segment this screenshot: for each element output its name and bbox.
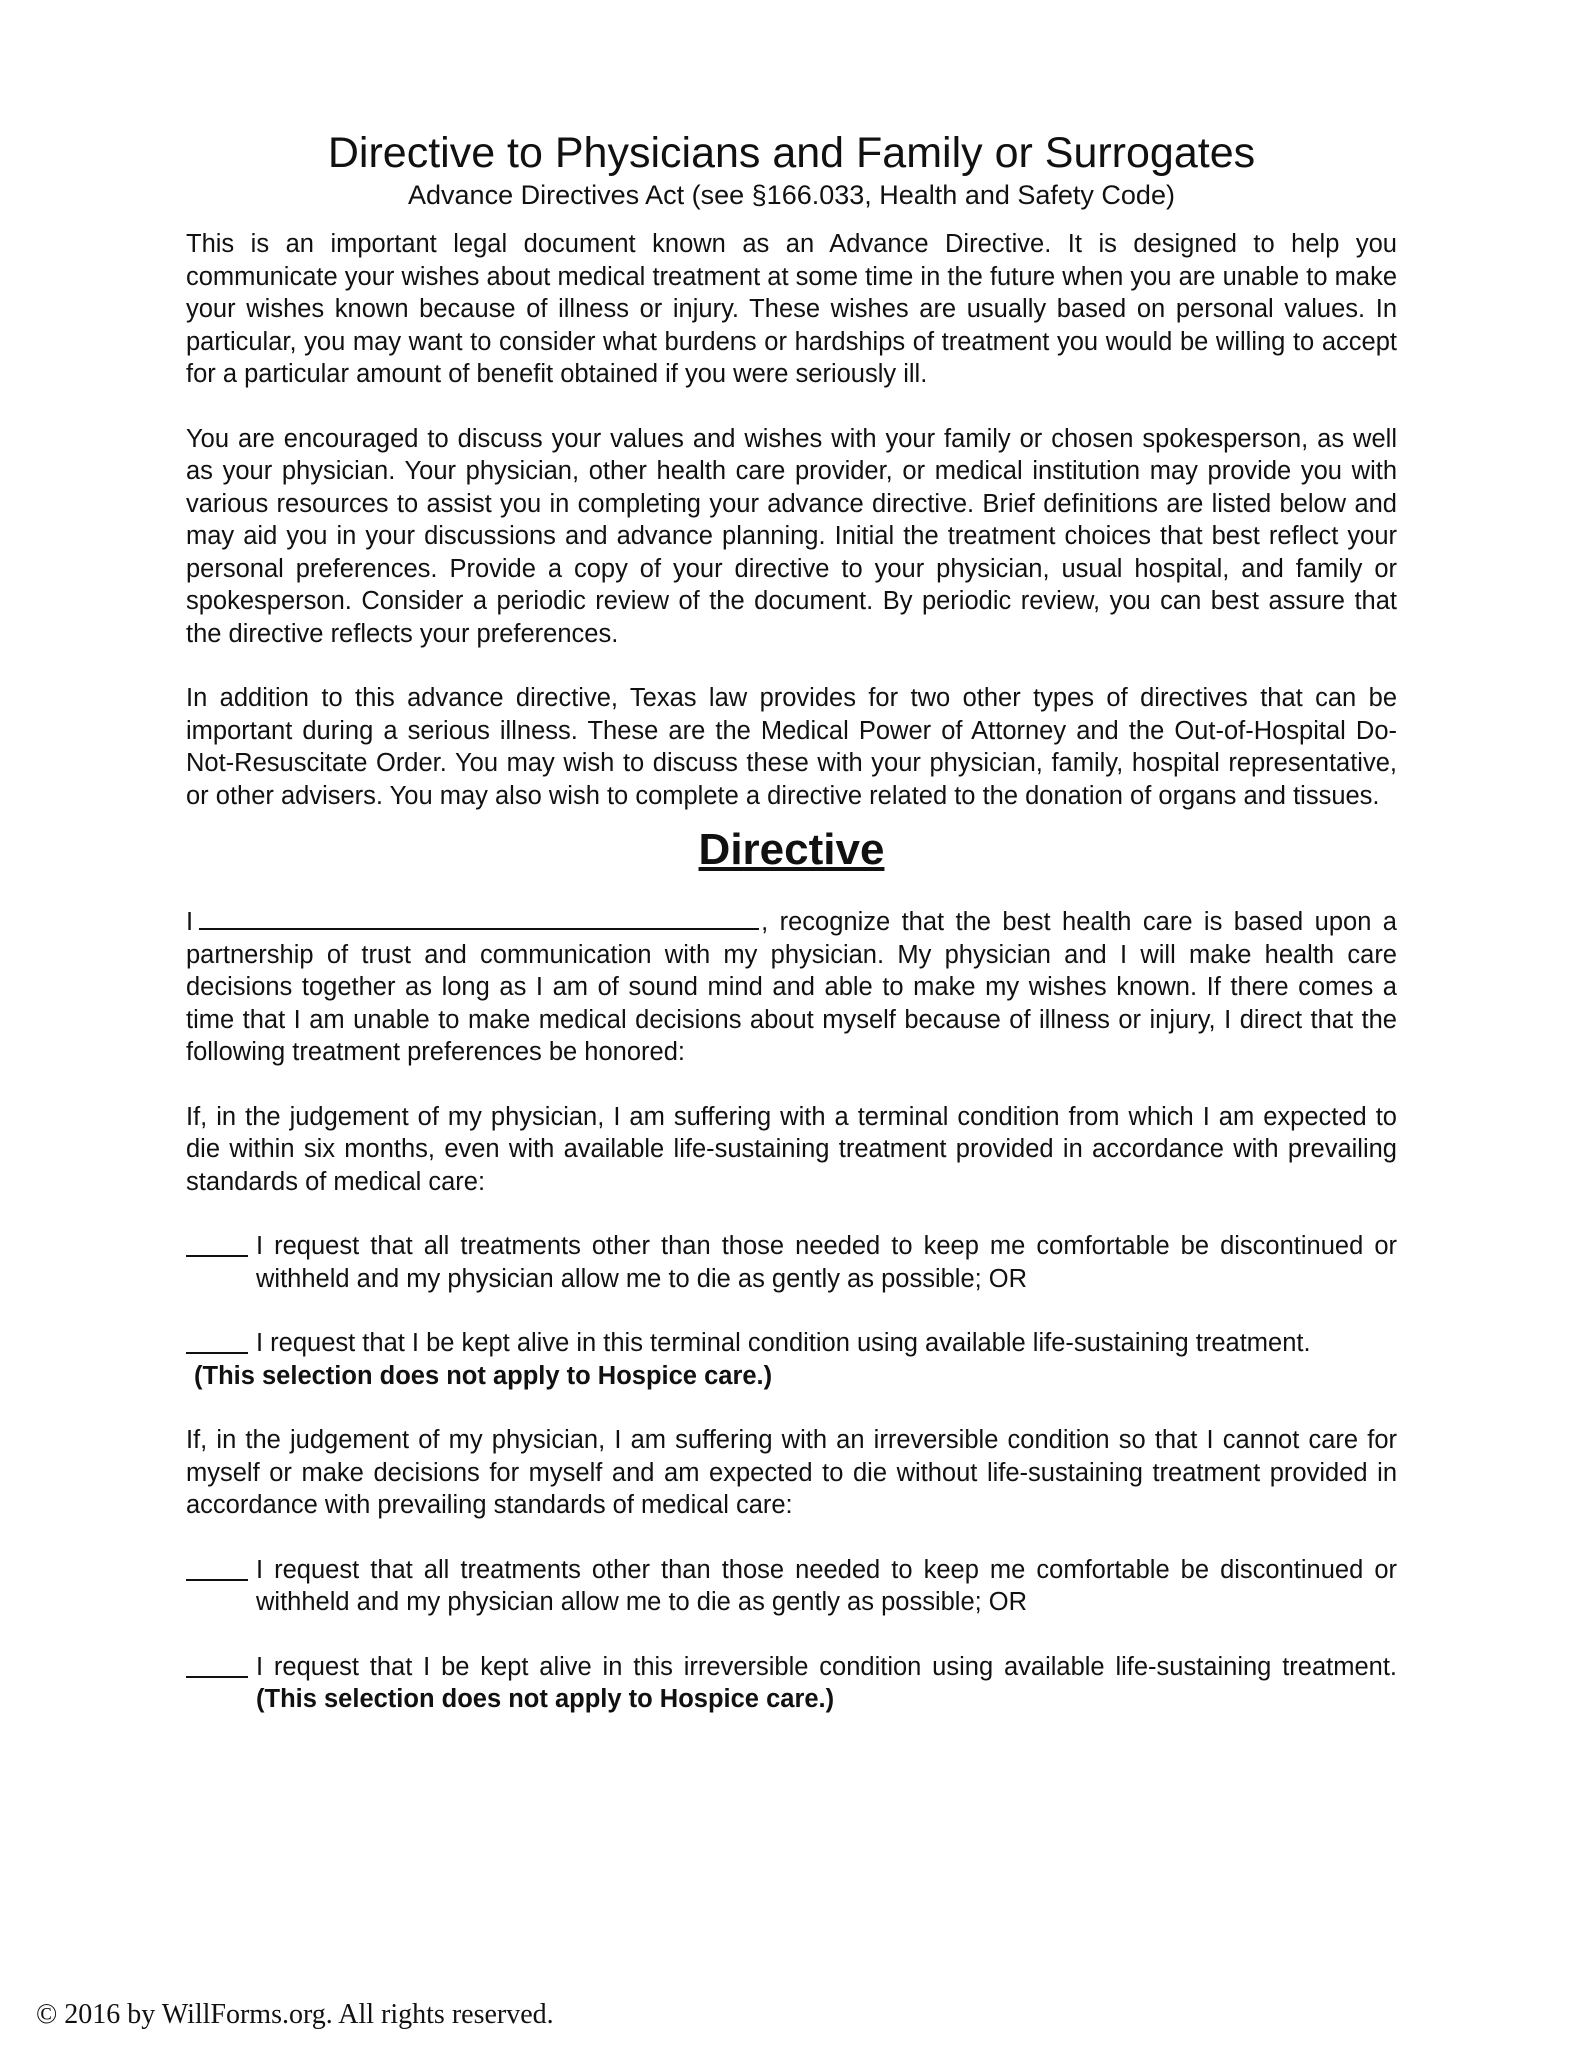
directive-heading: Directive (698, 825, 885, 874)
irreversible-option-2-initial-blank[interactable] (186, 1676, 248, 1678)
irreversible-hospice-note: (This selection does not apply to Hospice care.) (256, 1685, 835, 1713)
directive-intro-text: , recognize that the best health care is based upon a partnership of trust and communication with my physician. My physician and I will make health care decisions together as long as I am of sound mind and able to make my wishes known. If there comes a time that I am unable to make medical decisions about myself because of illness or injury, I direct that the following treatment preferences be honored: (186, 908, 1397, 1066)
irreversible-option-2-text: I request that I be kept alive in this irreversible condition using available life-sustaining treatment. (256, 1652, 1397, 1681)
intro-paragraph-2: You are encouraged to discuss your values and wishes with your family or chosen spokesperson, as well as your physician. Your physician, other health care provider, or medical institution may provide you with various resources to assist you in completing your advance directive. Brief definitions are listed below and may aid you in your discussions and advance planning. Initial the treatment choices that best reflect your personal preferences. Provide a copy of your directive to your physician, usual hospital, and family or spokesperson. Consider a periodic review of the document. By periodic review, you can best assure that the directive reflects your preferences. (186, 424, 1397, 648)
document-subtitle: Advance Directives Act (see §166.033, Health and Safety Code) (408, 180, 1175, 210)
directive-intro (186, 902, 1397, 1069)
copyright-footer: © 2016 by WillForms.org. All rights reserved. (36, 1999, 554, 2030)
irreversible-condition-paragraph: If, in the judgement of my physician, I am suffering with an irreversible condition so that I cannot care for myself or make decisions for myself and am expected to die without life-sustaining treatment provided in accordance with prevailing standards of medical care: (186, 1426, 1397, 1519)
irreversible-option-2 (186, 1651, 1397, 1716)
directive-prefix: I (186, 908, 194, 936)
terminal-hospice-note: (This selection does not apply to Hospice care.) (194, 1361, 773, 1390)
terminal-option-1-text: I request that all treatments other than those needed to keep me comfortable be discontinued or withheld and my physician allow me to die as gently as possible; OR (256, 1232, 1397, 1293)
intro-paragraph-3: In addition to this advance directive, Texas law provides for two other types of directives that can be important during a serious illness. These are the Medical Power of Attorney and the Out-of-Hospital Do-Not-Resuscitate Order. You may wish to discuss these with your physician, family, hospital representative, or other advisers. You may also wish to complete a directive related to the donation of organs and tissues. (186, 684, 1397, 810)
terminal-condition-paragraph: If, in the judgement of my physician, I am suffering with a terminal condition from which I am expected to die within six months, even with available life-sustaining treatment provided in accordance with prevailing standards of medical care: (186, 1102, 1397, 1196)
name-blank-line[interactable] (199, 902, 759, 930)
terminal-option-2 (186, 1327, 1397, 1360)
document-page (186, 128, 1397, 1716)
terminal-option-2-initial-blank[interactable] (186, 1352, 248, 1354)
terminal-option-2-text: I request that I be kept alive in this terminal condition using available life-sustaining treatment. (256, 1329, 1311, 1357)
irreversible-option-1-initial-blank[interactable] (186, 1579, 248, 1581)
irreversible-option-1-text: I request that all treatments other than those needed to keep me comfortable be discontinued or withheld and my physician allow me to die as gently as possible; OR (256, 1555, 1397, 1616)
irreversible-option-1 (186, 1554, 1397, 1619)
intro-paragraph-1: This is an important legal document known as an Advance Directive. It is designed to help you communicate your wishes about medical treatment at some time in the future when you are unable to make your wishes known because of illness or injury. These wishes are usually based on personal values. In particular, you may want to consider what burdens or hardships of treatment you would be willing to accept for a particular amount of benefit obtained if you were seriously ill. (186, 230, 1397, 388)
terminal-option-1 (186, 1230, 1397, 1295)
terminal-option-1-initial-blank[interactable] (186, 1255, 248, 1257)
document-title: Directive to Physicians and Family or Surrogates (327, 129, 1256, 177)
